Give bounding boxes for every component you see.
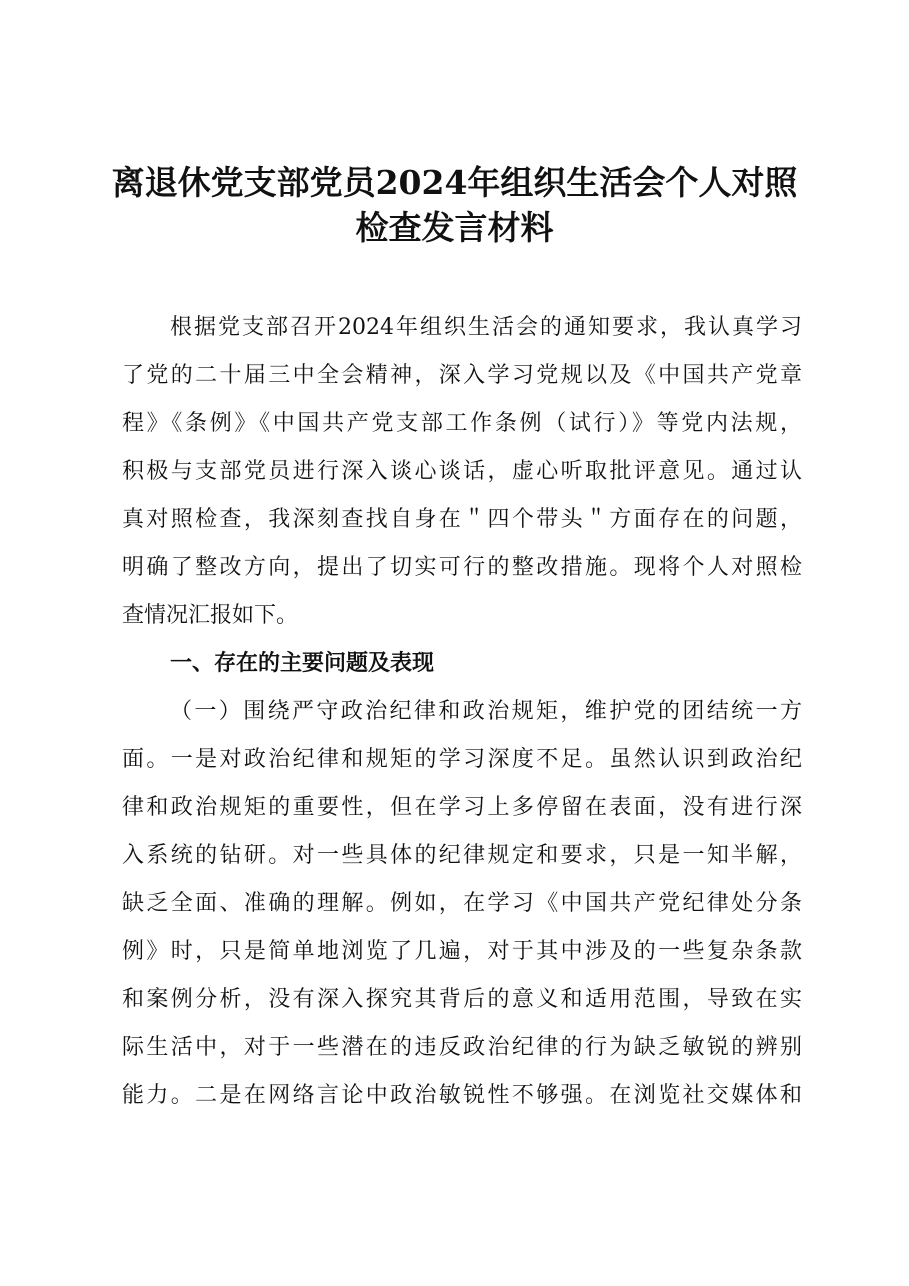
section-heading (122, 640, 802, 688)
intro-line: 真对照检查，我深刻查找自身在＂四个带头＂方面存在的问题， (122, 507, 802, 532)
section-1-line: 际生活中，对于一些潜在的违反政治纪律的行为缺乏敏锐的辨别 (122, 1035, 802, 1060)
section-heading-text: 一、存在的主要问题及表现 (170, 651, 435, 676)
section-1-line: 例》时，只是简单地浏览了几遍，对于其中涉及的一些复杂条款 (122, 939, 802, 964)
section-1-line: 律和政治规矩的重要性，但在学习上多停留在表面，没有进行深 (122, 795, 802, 820)
intro-line: 明确了整改方向，提出了切实可行的整改措施。现将个人对照检 (122, 555, 802, 580)
section-1-line: （一）围绕严守政治纪律和政治规矩，维护党的团结统一方 (170, 699, 802, 724)
document-title-line-1: 离退休党支部党员2024年组织生活会个人对照 (111, 163, 798, 202)
section-1-line: 和案例分析，没有深入探究其背后的意义和适用范围，导致在实 (122, 987, 802, 1012)
intro-line: 了党的二十届三中全会精神，深入学习党规以及《中国共产党章 (122, 363, 802, 388)
section-1-line: 缺乏全面、准确的理解。例如，在学习《中国共产党纪律处分条 (122, 891, 802, 916)
document-title-line-2: 检查发言材料 (355, 208, 554, 247)
section-1-line: 面。一是对政治纪律和规矩的学习深度不足。虽然认识到政治纪 (122, 747, 802, 772)
section-1-line: 能力。二是在网络言论中政治敏锐性不够强。在浏览社交媒体和 (122, 1083, 802, 1108)
intro-paragraph (122, 304, 802, 640)
intro-line: 查情况汇报如下。 (122, 603, 299, 628)
intro-line: 程》《条例》《中国共产党支部工作条例（试行）》等党内法规， (122, 411, 802, 436)
intro-line: 根据党支部召开2024年组织生活会的通知要求，我认真学习 (170, 315, 802, 340)
intro-line: 积极与支部党员进行深入谈心谈话，虚心听取批评意见。通过认 (122, 459, 802, 484)
section-1-line: 入系统的钻研。对一些具体的纪律规定和要求，只是一知半解， (122, 843, 802, 868)
section-1-paragraph (122, 688, 802, 1120)
